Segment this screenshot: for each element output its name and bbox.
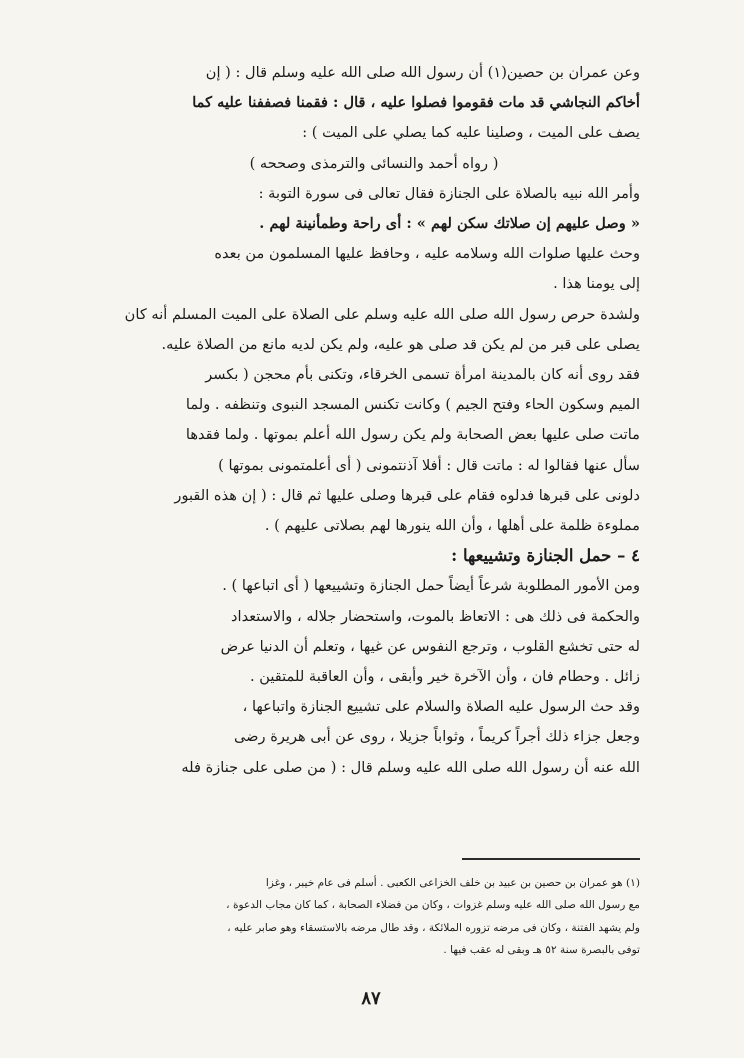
text-line: وأمر الله نبيه بالصلاة على الجنازة فقال تعالى فى سورة التوبة :: [258, 184, 640, 202]
text-line: والحكمة فى ذلك هى : الاتعاظ بالموت، واستحضار جلاله ، والاستعداد: [231, 607, 640, 625]
footnote-line: توفى بالبصرة سنة ٥٢ هـ وبقى له عقب فيها .: [443, 944, 640, 957]
text-line: ومن الأمور المطلوبة شرعاً أيضاً حمل الجنازة وتشييعها ( أى اتباعها ) .: [222, 577, 640, 595]
text-line: ماتت صلى عليها بعض الصحابة ولم يكن رسول الله أعلم بموتها . ولما فقدها: [185, 426, 640, 444]
text-line: وحث عليها صلوات الله وسلامه عليه ، وحافظ عليها المسلمون من بعده: [214, 245, 640, 263]
text-line: الميم وسكون الحاء وفتح الجيم ) وكانت تكنس المسجد النبوى وتنظفه . ولما: [185, 396, 640, 414]
text-line: إلى يومنا هذا .: [553, 275, 640, 293]
text-line: مملوءة ظلمة على أهلها ، وأن الله ينورها لهم بصلاتى عليهم ) .: [264, 517, 640, 535]
footnote-line: (١) هو عمران بن حصين بن عبيد بن خلف الخزاعى الكعبى . أسلم فى عام خيبر ، وغزا: [265, 877, 640, 889]
footnote-line: ولم يشهد الفتنة ، وكان فى مرضه تزوره الملائكة ، وقد طال مرضه بالاستسقاء وهو صابر عليه ،: [227, 921, 640, 934]
quran-verse-line: « وصل عليهم إن صلاتك سكن لهم » : أى راحة وطمأنينة لهم .: [259, 215, 640, 233]
text-line: ولشدة حرص رسول الله صلى الله عليه وسلم على الصلاة على الميت المسلم أنه كان: [124, 305, 640, 323]
hadith-citation: ( رواه أحمد والنسائى والترمذى وصححه ): [249, 154, 499, 172]
text-line: وقد حث الرسول عليه الصلاة والسلام على تشييع الجنازة واتباعها ،: [242, 698, 640, 716]
text-line: يصف على الميت ، وصلينا عليه كما يصلي على الميت ) :: [302, 124, 640, 142]
footnote-line: مع رسول الله صلى الله عليه وسلم غزوات ، وكان من فضلاء الصحابة ، كما كان مجاب الدعوة ،: [226, 899, 640, 912]
section-heading: ٤ – حمل الجنازة وتشييعها :: [451, 546, 640, 566]
text-line: له حتى تخشع القلوب ، وترجع النفوس عن غيها ، وتعلم أن الدنيا عرض: [220, 637, 640, 655]
text-line: زائل . وحطام فان ، وأن الآخرة خير وأبقى ، وأن العاقبة للمتقين .: [249, 668, 640, 686]
text-line: وعن عمران بن حصين(١) أن رسول الله صلى الله عليه وسلم قال : ( إن: [205, 64, 640, 81]
text-line: سأل عنها فقالوا له : ماتت قال : أفلا آذنتمونى ( أى أعلمتمونى بموتها ): [218, 456, 640, 474]
main-text: [108, 58, 640, 783]
footnote: [108, 872, 640, 962]
text-line: وجعل جزاء ذلك أجراً كريماً ، وثواباً جزيلا ، روى عن أبى هريرة رضى: [233, 728, 640, 746]
footnote-divider: [462, 858, 640, 860]
text-line: فقد روى أنه كان بالمدينة امرأة تسمى الخرقاء، وتكنى بأم محجن ( بكسر: [205, 366, 640, 384]
text-line: دلونى على قبرها فدلوه فقام على قبرها وصلى عليها ثم قال : ( إن هذه القبور: [174, 486, 640, 504]
text-line: أخاكم النجاشي قد مات فقوموا فصلوا عليه ، قال : فقمنا فصففنا عليه كما: [192, 94, 640, 112]
page-number: ٨٧: [361, 988, 381, 1009]
text-line: يصلى على قبر من لم يكن قد صلى هو عليه، ولم يكن لديه مانع من الصلاة عليه.: [161, 335, 640, 353]
text-line: الله عنه أن رسول الله صلى الله عليه وسلم قال : ( من صلى على جنازة فله: [181, 758, 640, 776]
